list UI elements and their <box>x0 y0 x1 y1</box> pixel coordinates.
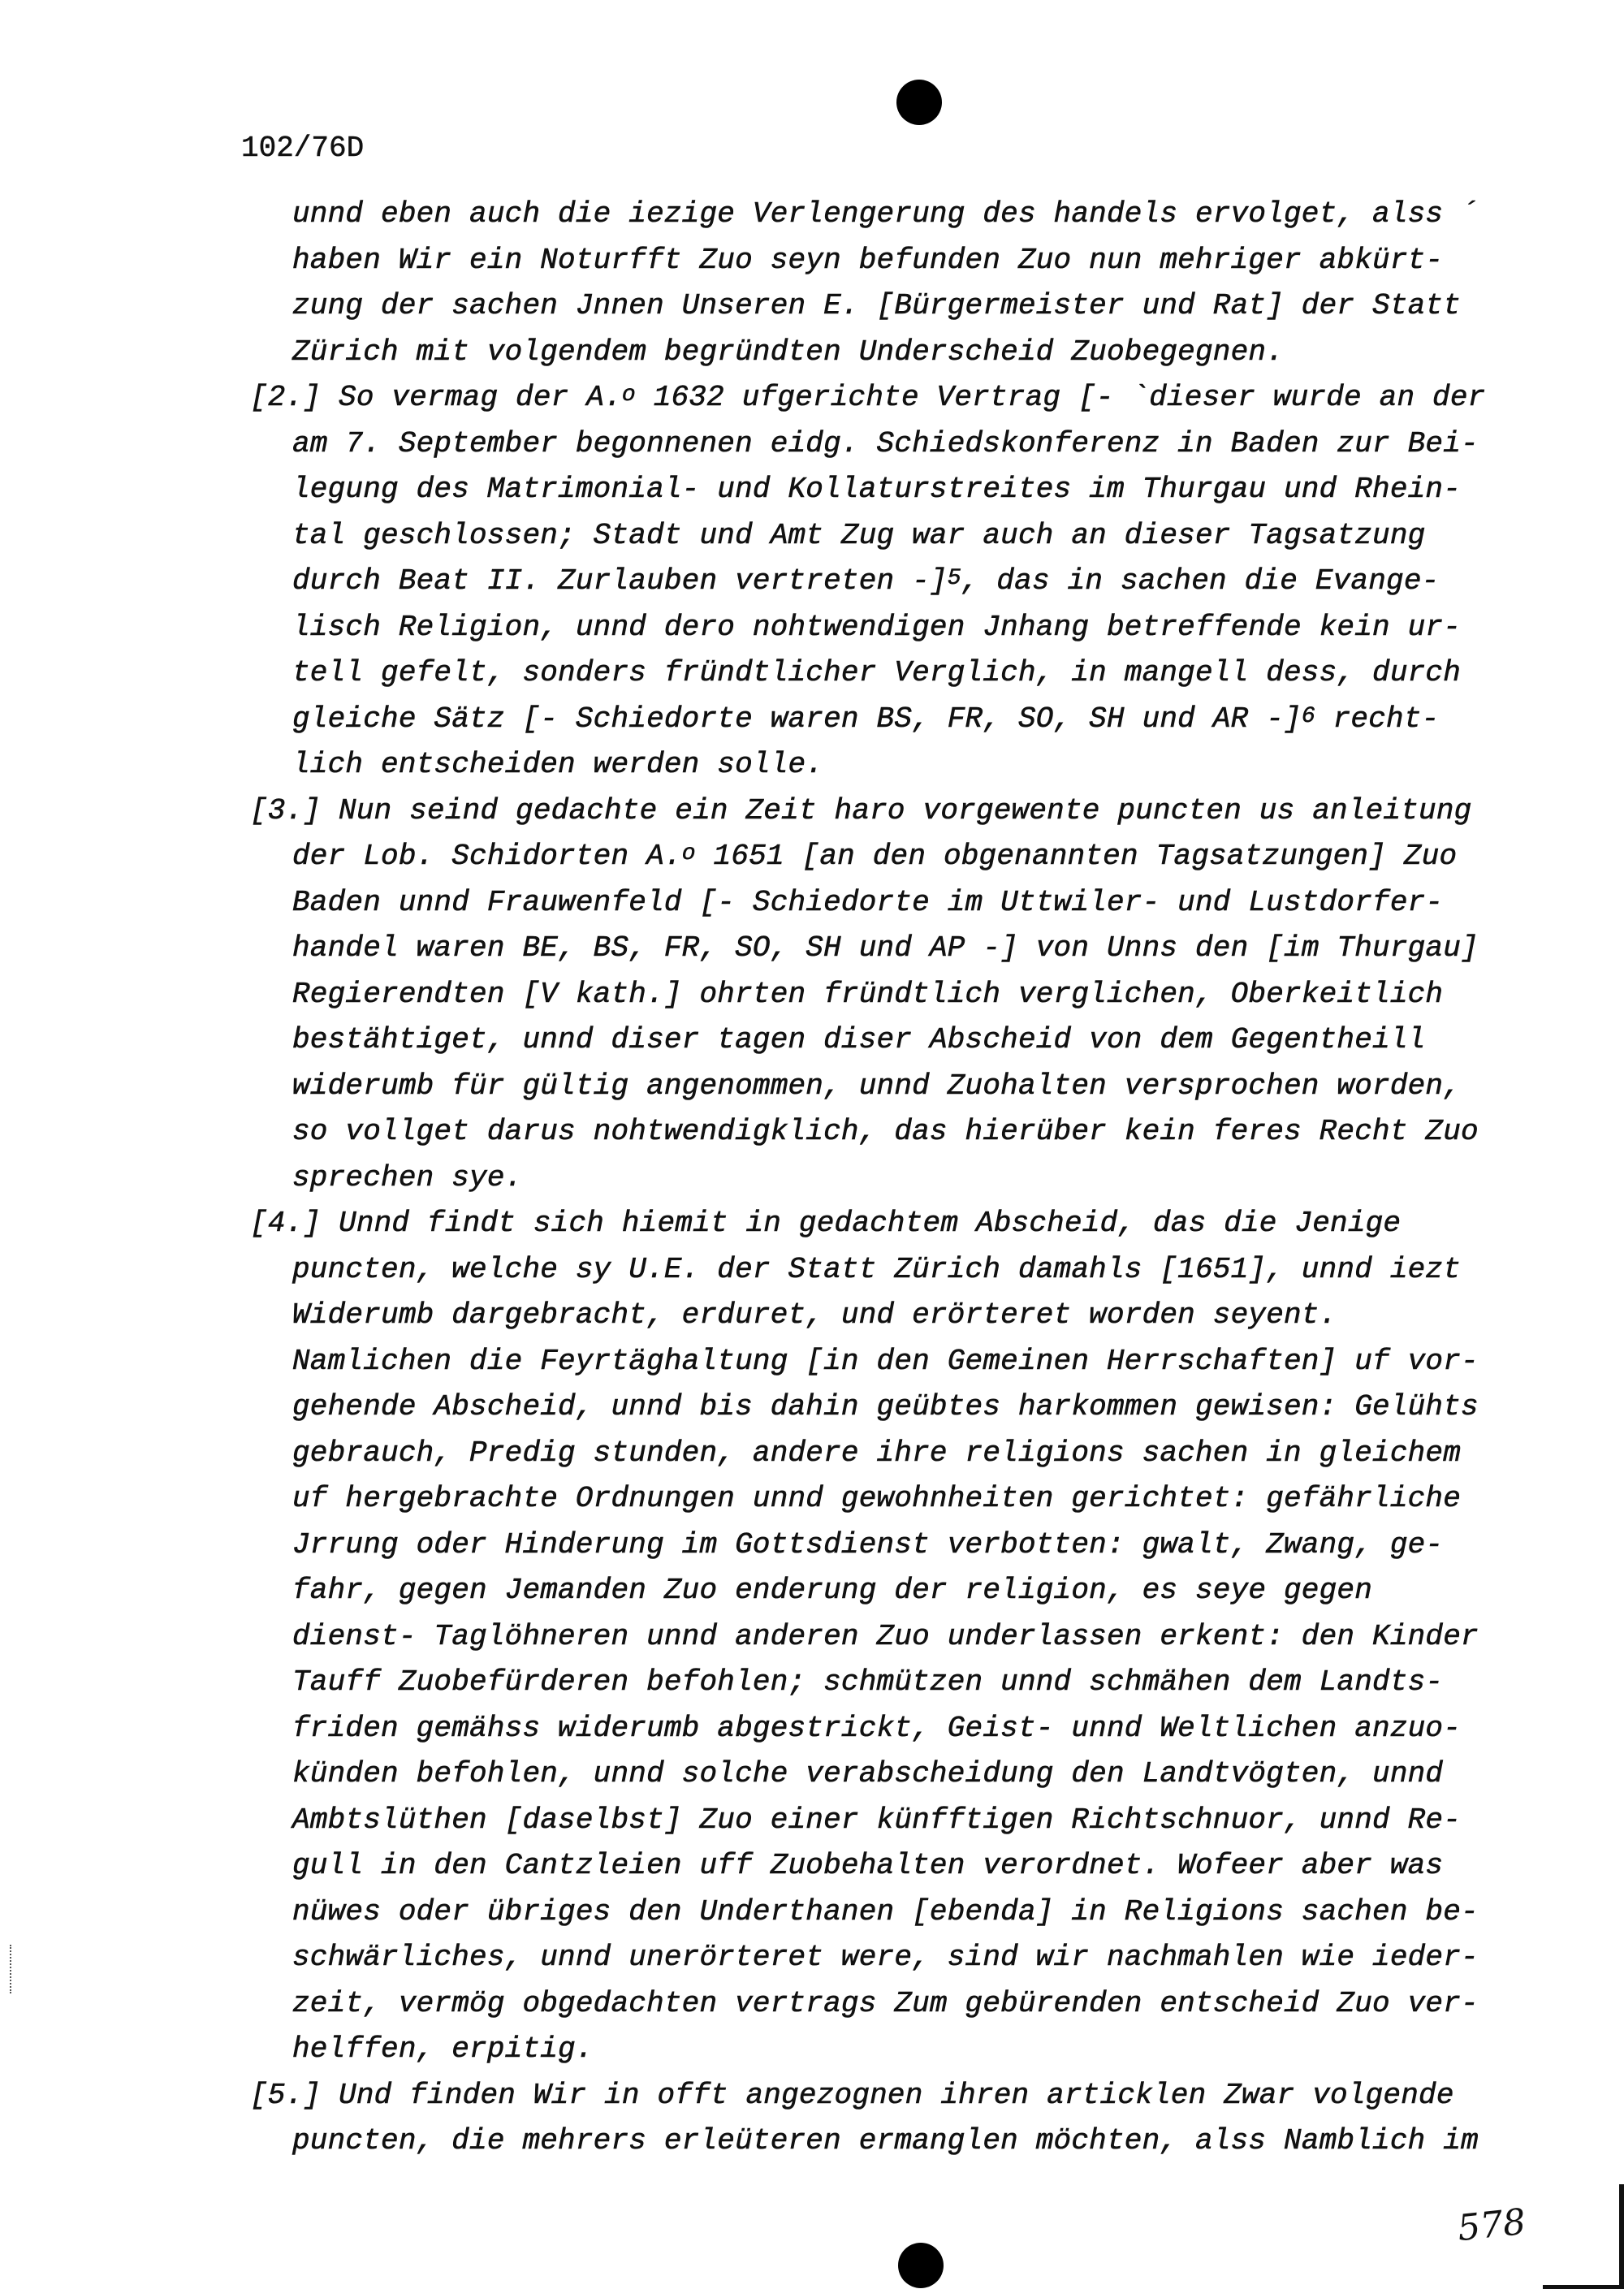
text-segment: gebrauch, Predig stunden, andere ihre religions sachen in gleichem <box>292 1436 1462 1470</box>
text-line <box>292 1024 1425 1056</box>
text-segment: Namlichen die Feyrtäghaltung [in den Gemeinen Herrschaften] uf vor- <box>292 1344 1479 1378</box>
text-segment: recht- <box>1315 702 1440 736</box>
text-segment: [5.] Und finden Wir in offt angezognen ihren articklen Zwar volgende <box>250 2078 1454 2112</box>
text-segment: haben Wir ein Noturfft Zuo seyn befunden Zuo nun mehriger abkürt- <box>292 243 1444 277</box>
text-segment: gehende Abscheid, unnd bis dahin geübtes harkommen gewisen: Gelühts <box>292 1390 1479 1423</box>
text-segment: bestähtiget, unnd diser tagen diser Abscheid von dem Gegentheill <box>292 1023 1426 1056</box>
text-line <box>292 978 1443 1011</box>
text-line <box>292 2033 594 2066</box>
superscript: o <box>621 382 636 408</box>
numbered-paragraph-line <box>250 2080 1454 2112</box>
text-line <box>292 1896 1479 1928</box>
text-line <box>292 428 1479 460</box>
punch-hole-bottom <box>898 2243 944 2288</box>
text-line <box>292 1529 1443 1561</box>
text-line <box>292 1116 1479 1148</box>
text-line <box>292 1254 1461 1286</box>
text-segment: [3.] Nun seind gedachte ein Zeit haro vorgewente puncten us anleitung <box>250 793 1472 827</box>
text-line <box>292 1299 1337 1332</box>
numbered-paragraph-line <box>250 1207 1401 1240</box>
text-line <box>292 198 1479 231</box>
text-line <box>292 1162 522 1194</box>
text-segment: puncten, welche sy U.E. der Statt Zürich damahls [1651], unnd iezt <box>292 1252 1462 1286</box>
scan-edge <box>1619 2184 1624 2289</box>
scan-edge <box>1543 2285 1624 2289</box>
text-segment: am 7. September begonnenen eidg. Schiedskonferenz in Baden zur Bei- <box>292 426 1479 460</box>
text-segment: tell gefelt, sonders fründtlicher Verglich, in mangell dess, durch <box>292 656 1462 689</box>
text-line <box>292 1621 1479 1653</box>
text-segment: Zürich mit volgendem begründten Underscheid Zuobegegnen. <box>292 335 1284 369</box>
text-segment: Ambtslüthen [daselbst] Zuo einer künfftigen Richtschnuor, unnd Re- <box>292 1803 1462 1837</box>
text-segment: , das in sachen die Evange- <box>961 564 1440 598</box>
text-segment: zeit, vermög obgedachten vertrags Zum gebürenden entscheid Zuo ver- <box>292 1986 1479 2020</box>
text-segment: handel waren BE, BS, FR, SO, SH und AP -] von Unns den [im Thurgau] <box>292 931 1479 965</box>
punch-hole-top <box>896 80 942 125</box>
text-line <box>292 1850 1443 1882</box>
document-id: 102/76D <box>241 132 365 165</box>
text-segment: gleiche Sätz [- Schiedorte waren BS, FR, SO, SH und AR -] <box>292 702 1302 736</box>
text-segment: künden befohlen, unnd solche verabscheidung den Landtvögten, unnd <box>292 1757 1444 1790</box>
text-line <box>292 1070 1461 1103</box>
text-line <box>292 657 1461 689</box>
text-segment: Jrrung oder Hinderung im Gottsdienst verbotten: gwalt, Zwang, ge- <box>292 1527 1444 1561</box>
text-segment: puncten, die mehrers erleüteren ermanglen möchten, alss Namblich im <box>292 2124 1479 2157</box>
text-line <box>292 473 1461 506</box>
text-line <box>292 1574 1372 1607</box>
text-segment: Baden unnd Frauwenfeld [- Schiedorte im Uttwiler- und Lustdorfer- <box>292 885 1444 919</box>
text-line <box>292 2125 1479 2157</box>
text-segment: lisch Religion, unnd dero nohtwendigen Jnhang betreffende kein ur- <box>292 610 1462 644</box>
text-line <box>292 1941 1479 1974</box>
text-segment: Widerumb dargebracht, erduret, und erörteret worden seyent. <box>292 1298 1337 1332</box>
superscript: 6 <box>1301 703 1315 729</box>
text-segment: [4.] Unnd findt sich hiemit in gedachtem Abscheid, das die Jenige <box>250 1207 1402 1240</box>
text-segment: durch Beat II. Zurlauben vertreten -] <box>292 564 948 598</box>
text-line <box>292 932 1479 965</box>
text-segment: helffen, erpitig. <box>292 2032 594 2066</box>
text-line <box>292 336 1284 369</box>
text-line <box>292 840 1457 873</box>
text-segment: 1651 [an den obgenannten Tagsatzungen] Zuo <box>695 840 1458 873</box>
text-line <box>292 1988 1479 2020</box>
text-line <box>292 290 1461 322</box>
margin-mark <box>10 1945 13 1993</box>
superscript: o <box>681 841 696 866</box>
text-line <box>292 565 1439 598</box>
text-segment: unnd eben auch die iezige Verlengerung des handels ervolget, alss ´ <box>292 197 1479 231</box>
text-segment: Regierendten [V kath.] ohrten fründtlich verglichen, Oberkeitlich <box>292 977 1444 1011</box>
text-segment: 1632 ufgerichte Vertrag [- `dieser wurde an der <box>635 381 1486 414</box>
text-line <box>292 749 823 781</box>
text-line <box>292 611 1461 644</box>
text-segment: der Lob. Schidorten A. <box>292 840 682 873</box>
text-segment: widerumb für gültig angenommen, unnd Zuohalten versprochen worden, <box>292 1069 1462 1103</box>
numbered-paragraph-line <box>250 795 1471 827</box>
text-line <box>292 887 1443 919</box>
text-segment: friden gemähss widerumb abgestrickt, Geist- unnd Weltlichen anzuo- <box>292 1711 1462 1745</box>
text-segment: Tauff Zuobefürderen befohlen; schmützen unnd schmähen dem Landts- <box>292 1665 1444 1699</box>
superscript: 5 <box>947 566 961 591</box>
text-segment: uf hergebrachte Ordnungen unnd gewohnheiten gerichtet: gefährliche <box>292 1482 1462 1515</box>
text-segment: sprechen sye. <box>292 1160 523 1194</box>
text-segment: schwärliches, unnd unerörteret were, sind wir nachmahlen wie ieder- <box>292 1941 1479 1974</box>
text-segment: zung der sachen Jnnen Unseren E. [Bürgermeister und Rat] der Statt <box>292 289 1462 322</box>
text-line <box>292 1437 1461 1470</box>
text-segment: so vollget darus nohtwendigklich, das hierüber kein feres Recht Zuo <box>292 1115 1479 1148</box>
text-segment: fahr, gegen Jemanden Zuo enderung der religion, es seye gegen <box>292 1574 1373 1607</box>
text-segment: dienst- Taglöhneren unnd anderen Zuo underlassen erkent: den Kinder <box>292 1619 1479 1653</box>
text-segment: nüwes oder übriges den Underthanen [ebenda] in Religions sachen be- <box>292 1894 1479 1928</box>
text-line <box>292 1758 1443 1790</box>
numbered-paragraph-line <box>250 382 1485 414</box>
text-line <box>292 703 1439 736</box>
text-line <box>292 1483 1461 1515</box>
text-line <box>292 1391 1479 1423</box>
text-line <box>292 520 1425 552</box>
text-segment: tal geschlossen; Stadt und Amt Zug war auch an dieser Tagsatzung <box>292 518 1426 552</box>
text-line <box>292 1345 1479 1378</box>
text-line <box>292 1804 1461 1837</box>
text-segment: legung des Matrimonial- und Kollaturstreites im Thurgau und Rhein- <box>292 473 1462 506</box>
text-segment: lich entscheiden werden solle. <box>292 748 824 781</box>
text-line <box>292 1712 1461 1745</box>
text-line <box>292 1666 1443 1699</box>
text-segment: gull in den Cantzleien uff Zuobehalten verordnet. Wofeer aber was <box>292 1849 1444 1882</box>
handwritten-folio-number: 578 <box>1455 2200 1528 2250</box>
text-segment: [2.] So vermag der A. <box>250 381 622 414</box>
text-line <box>292 244 1443 277</box>
